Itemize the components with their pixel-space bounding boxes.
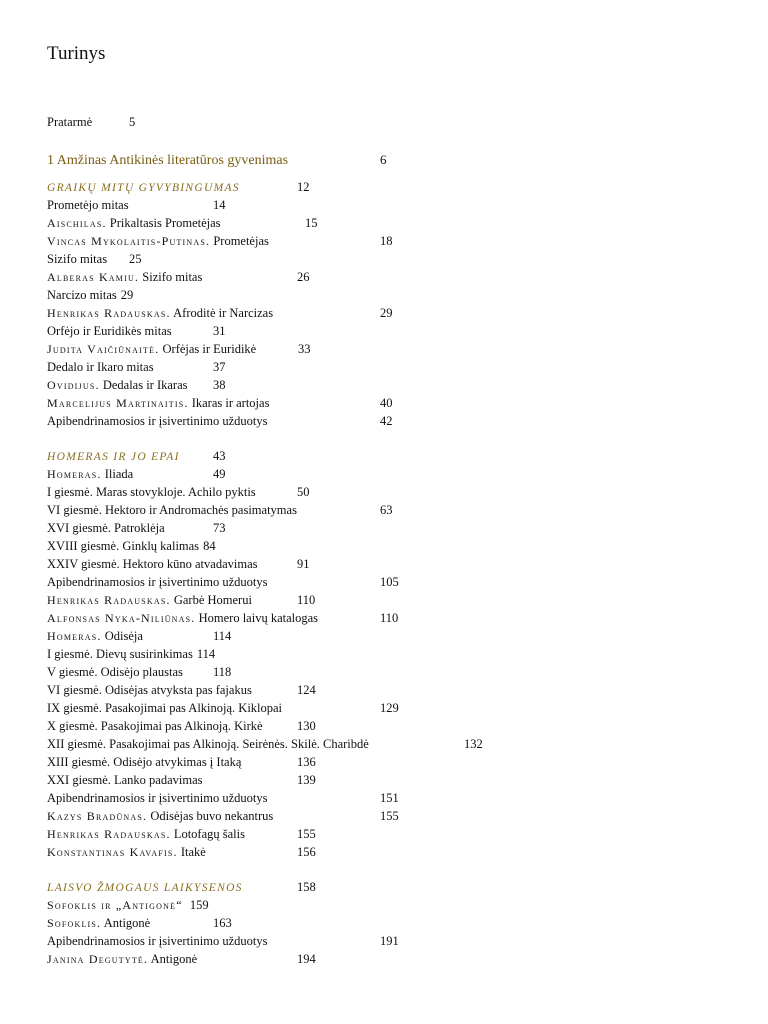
- toc-entry-title: Odisėjas buvo nekantrus: [150, 809, 274, 823]
- toc-entry-title: Afroditė ir Narcizas: [173, 306, 274, 320]
- toc-entry: [47, 340, 311, 358]
- toc-entry: [47, 501, 393, 519]
- toc-entry-title: Apibendrinamosios ir įsivertinimo užduotys: [47, 791, 268, 805]
- toc-entry: [47, 843, 316, 861]
- toc-page-number: 155: [380, 809, 399, 823]
- toc-entry-title: Narcizo mitas: [47, 288, 117, 302]
- toc-entry-title: Dedalo ir Ikaro mitas: [47, 360, 154, 374]
- toc-entry-author: Vincas Mykolaitis-Putinas.: [47, 234, 211, 248]
- toc-entry-author: Alberas Kamiu.: [47, 270, 140, 284]
- toc-page-number: 33: [298, 342, 311, 356]
- toc-entry-author: Marcelijus Martinaitis.: [47, 396, 189, 410]
- toc-entry-title: Antigonė: [103, 916, 151, 930]
- toc-entry-author: Janina Degutytė.: [47, 952, 149, 966]
- toc-entry-title: XVI giesmė. Patroklėja: [47, 521, 165, 535]
- toc-page-number: 110: [380, 611, 399, 625]
- toc-entry-title: Homero laivų katalogas: [198, 611, 319, 625]
- toc-page-number: 50: [297, 485, 310, 499]
- toc-entry-title: Antigonė: [150, 952, 198, 966]
- toc-entry-author: Homeras.: [47, 629, 102, 643]
- toc-entry-title: VI giesmė. Hektoro ir Andromachės pasimatymas: [47, 503, 297, 517]
- toc-page-number: 38: [213, 378, 226, 392]
- toc-page-number: 25: [129, 252, 142, 266]
- toc-entry: [47, 591, 316, 609]
- toc-entry-author: Henrikas Radauskas.: [47, 306, 171, 320]
- toc-entry-title: VI giesmė. Odisėjas atvyksta pas fajakus: [47, 683, 252, 697]
- toc-entry: [47, 376, 226, 394]
- toc-page-number: 73: [213, 521, 226, 535]
- toc-entry-title: Prikaltasis Prometėjas: [109, 216, 221, 230]
- toc-page-number: 40: [380, 396, 393, 410]
- toc-entry-title: XIII giesmė. Odisėjo atvykimas į Itaką: [47, 755, 242, 769]
- toc-entry-title: Orfėjas ir Euridikė: [162, 342, 257, 356]
- toc-entry: [47, 268, 310, 286]
- toc-entry: [47, 807, 399, 825]
- toc-entry: [47, 304, 393, 322]
- toc-page-number: 14: [213, 198, 226, 212]
- toc-entry: [47, 412, 393, 430]
- toc-page-number: 194: [297, 952, 316, 966]
- toc-entry: [47, 447, 226, 465]
- toc-entry: [47, 789, 399, 807]
- toc-entry: [47, 825, 316, 843]
- toc-entry-title: V giesmė. Odisėjo plaustas: [47, 665, 183, 679]
- toc-entry: [47, 932, 399, 950]
- toc-entry: [47, 483, 310, 501]
- toc-entry-title: Sizifo mitas: [142, 270, 203, 284]
- toc-entry: [47, 878, 316, 896]
- toc-page-number: 139: [297, 773, 316, 787]
- toc-page-number: 12: [297, 180, 310, 194]
- toc-entry-title: XXI giesmė. Lanko padavimas: [47, 773, 203, 787]
- toc-entry: [47, 735, 483, 753]
- toc-entry: [47, 196, 226, 214]
- toc-entry: [47, 214, 318, 232]
- toc-entry-title: Lotofagų šalis: [173, 827, 245, 841]
- toc-entry: [47, 950, 316, 968]
- toc-entry-author: Alfonsas Nyka-Niliūnas.: [47, 611, 196, 625]
- toc-entry: [47, 771, 316, 789]
- toc-entry-title: Prometėjo mitas: [47, 198, 129, 212]
- toc-entry-title: XII giesmė. Pasakojimai pas Alkinoją. Seirėnės. Skilė. Charibdė: [47, 737, 369, 751]
- toc-page-number: 18: [380, 234, 393, 248]
- toc-entry: [47, 896, 209, 914]
- toc-entry: [47, 465, 226, 483]
- toc-page-number: 151: [380, 791, 399, 805]
- toc-page-number: 49: [213, 467, 226, 481]
- toc-entry: [47, 681, 316, 699]
- toc-page-number: 158: [297, 880, 316, 894]
- chapter-heading: 1 Amžinas Antikinės literatūros gyvenimas: [47, 153, 289, 168]
- toc-page-number: 130: [297, 719, 316, 733]
- toc-entry: [47, 151, 387, 171]
- toc-entry-title: Prometėjas: [213, 234, 269, 248]
- toc-entry-title: Apibendrinamosios ir įsivertinimo užduotys: [47, 934, 268, 948]
- page-title: Turinys: [47, 43, 106, 64]
- toc-entry: [47, 573, 399, 591]
- toc-entry-title: IX giesmė. Pasakojimai pas Alkinoją. Kiklopai: [47, 701, 283, 715]
- toc-entry-author: Judita Vaičiūnaitė.: [47, 342, 160, 356]
- toc-entry-title: Sizifo mitas: [47, 252, 108, 266]
- toc-entry-title: Pratarmė: [47, 115, 93, 129]
- toc-entry: [47, 178, 310, 196]
- toc-page-number: 26: [297, 270, 310, 284]
- toc-page-number: 136: [297, 755, 316, 769]
- toc-entry-title: Itakė: [180, 845, 206, 859]
- toc-page-number: 114: [196, 647, 216, 661]
- toc-page-number: 42: [380, 414, 393, 428]
- toc-page-number: 110: [297, 593, 316, 607]
- toc-entry: [47, 663, 232, 681]
- toc-entry-title: I giesmė. Dievų susirinkimas: [47, 647, 193, 661]
- toc-entry-title: XXIV giesmė. Hektoro kūno atvadavimas: [47, 557, 258, 571]
- toc-entry: [47, 627, 232, 645]
- toc-entry: [47, 286, 133, 304]
- toc-entry-author: Sofoklis.: [47, 916, 102, 930]
- toc-page-number: 132: [464, 737, 483, 751]
- toc-entry-title: I giesmė. Maras stovykloje. Achilo pyktis: [47, 485, 256, 499]
- toc-entry-author: Henrikas Radauskas.: [47, 593, 171, 607]
- toc-entry-author: Aischilas.: [47, 216, 107, 230]
- toc-page-number: 129: [380, 701, 399, 715]
- toc-entry: [47, 645, 215, 663]
- section-heading: LAISVO ŽMOGAUS LAIKYSENOS: [47, 882, 243, 894]
- toc-entry-author: Henrikas Radauskas.: [47, 827, 171, 841]
- toc-entry-title: Orfėjo ir Euridikės mitas: [47, 324, 172, 338]
- toc-entry: [47, 394, 393, 412]
- section-heading: HOMERAS IR JO EPAI: [47, 451, 180, 463]
- toc-entry-title: Apibendrinamosios ir įsivertinimo užduotys: [47, 414, 268, 428]
- toc-entry-author: Konstantinas Kavafis.: [47, 845, 178, 859]
- toc-page-number: 84: [203, 539, 216, 553]
- toc-page-number: 91: [297, 557, 310, 571]
- toc-entry: [47, 250, 142, 268]
- toc-entry-author: Homeras.: [47, 467, 102, 481]
- toc-entry: [47, 699, 399, 717]
- toc-entry: [47, 717, 316, 735]
- toc-page-number: 118: [213, 665, 232, 679]
- toc-page-number: 29: [120, 288, 134, 302]
- toc-page-number: 159: [189, 898, 209, 912]
- toc-page-number: 6: [380, 152, 387, 167]
- toc-entry-title: XVIII giesmė. Ginklų kalimas: [47, 539, 200, 553]
- toc-entry: [47, 609, 399, 627]
- toc-entry-author: Ovidijus.: [47, 378, 100, 392]
- toc-entry-title: Apibendrinamosios ir įsivertinimo užduotys: [47, 575, 268, 589]
- toc-page-number: 31: [213, 324, 226, 338]
- toc-page-number: 15: [305, 216, 318, 230]
- toc-page-number: 43: [213, 449, 226, 463]
- toc-entry-title: X giesmė. Pasakojimai pas Alkinoją. Kirkė: [47, 719, 263, 733]
- toc-entry: [47, 113, 136, 131]
- toc-entry-title: Garbė Homerui: [173, 593, 252, 607]
- section-heading: GRAIKŲ MITŲ GYVYBINGUMAS: [47, 182, 240, 194]
- toc-page-number: 63: [380, 503, 393, 517]
- toc-page-number: 163: [213, 916, 232, 930]
- toc-entry: [47, 232, 393, 250]
- toc-entry: [47, 322, 226, 340]
- toc-page-number: 5: [129, 115, 136, 129]
- toc-entry-title: Ikaras ir artojas: [191, 396, 270, 410]
- toc-page-number: 124: [297, 683, 316, 697]
- toc-entry-title: Dedalas ir Ikaras: [102, 378, 188, 392]
- toc-page-number: 105: [380, 575, 399, 589]
- toc-entry: [47, 358, 226, 376]
- toc-entry: [47, 519, 226, 537]
- toc-entry-author: Kazys Bradūnas.: [47, 809, 148, 823]
- toc-page-number: 155: [297, 827, 316, 841]
- toc-entry-author: Sofoklis ir „Antigonė“: [47, 898, 183, 912]
- toc-entry: [47, 537, 216, 555]
- toc-entry: [47, 555, 310, 573]
- toc-page-number: 37: [213, 360, 226, 374]
- toc-entry-title: Odisėja: [104, 629, 143, 643]
- toc-entry-title: Iliada: [104, 467, 134, 481]
- toc-page-number: 29: [380, 306, 393, 320]
- toc-entry: [47, 753, 316, 771]
- toc-page-number: 191: [380, 934, 399, 948]
- toc-entry: [47, 914, 232, 932]
- toc-page-number: 114: [213, 629, 232, 643]
- toc-page-number: 156: [297, 845, 316, 859]
